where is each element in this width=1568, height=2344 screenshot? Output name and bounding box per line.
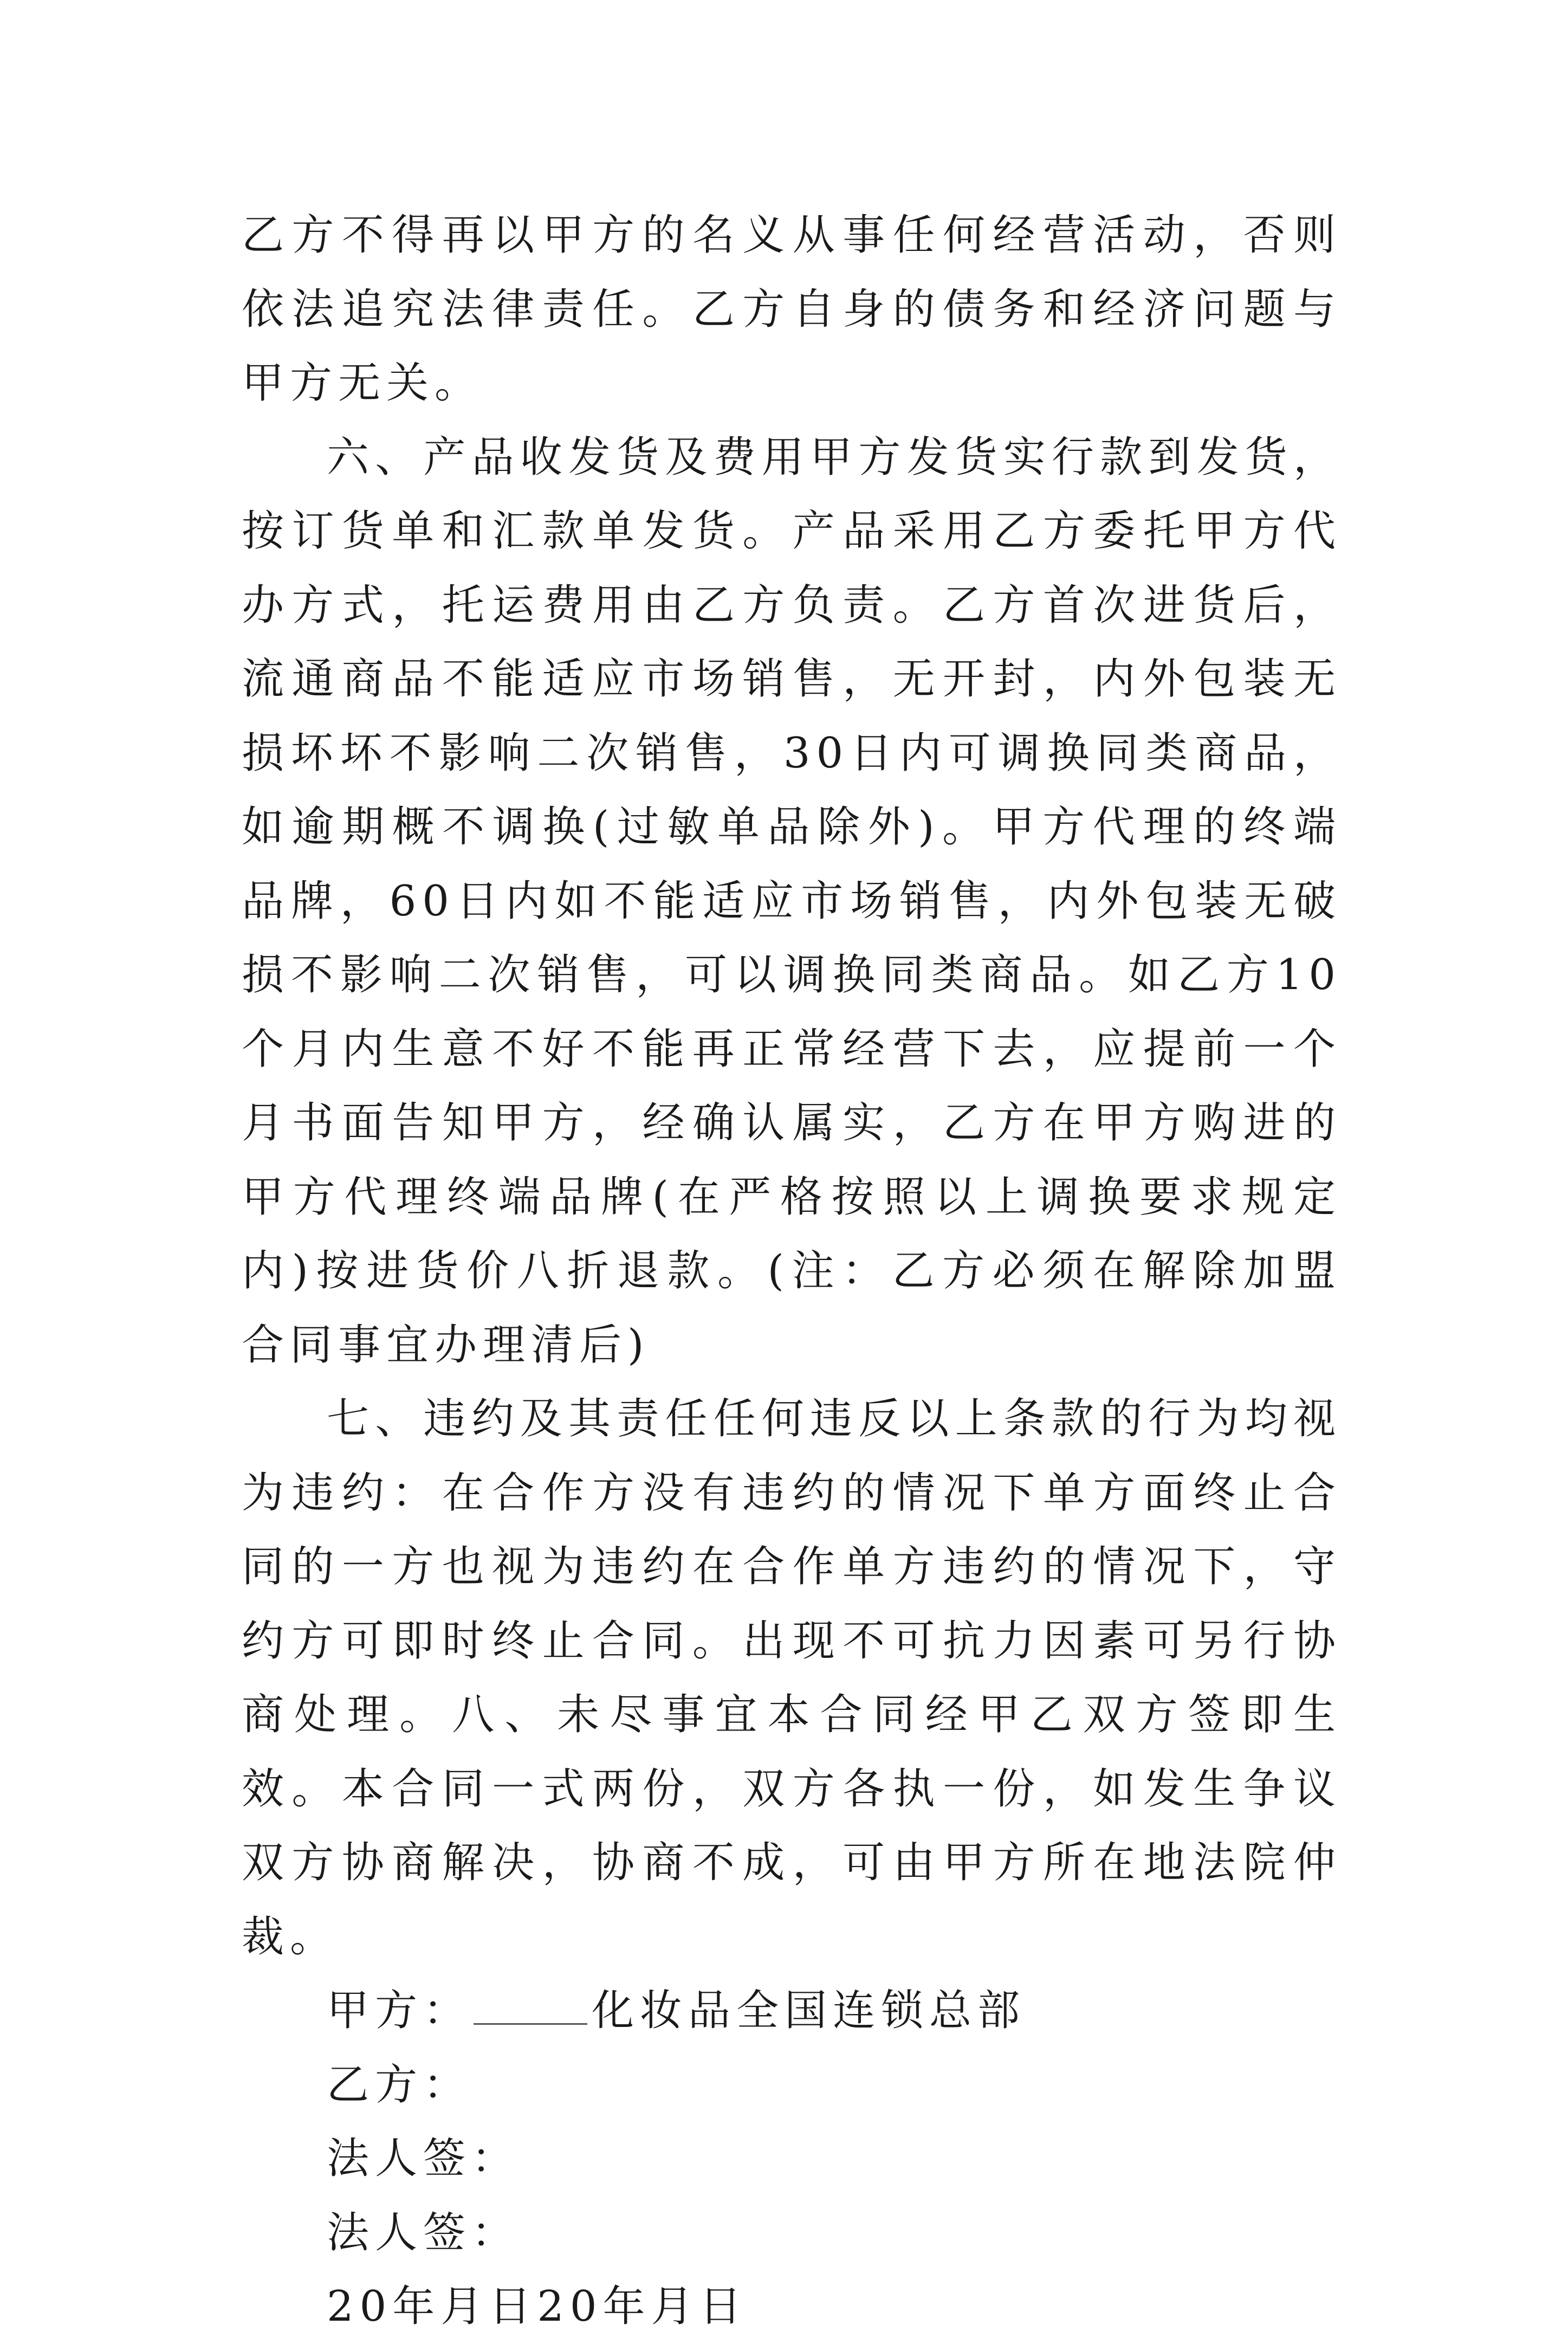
party-a-label: 甲方： (327, 1986, 472, 2035)
legal-sign-line-2 (242, 2196, 1342, 2270)
paragraph-breach-and-misc: 七、违约及其责任任何违反以上条款的行为均视为违约：在合作方没有违约的情况下单方面终止合同的一方也视为违约在合作单方违约的情况下，守约方可即时终止合同。出现不可抗力因素可另行协商处理。八、未尽事宜本合同经甲乙双方签即生效。本合同一式两份，双方各执一份，如发生争议双方协商解决，协商不成，可由甲方所在地法院仲裁。 (242, 1394, 1342, 1961)
legal-sign-label-2: 法人签： (327, 2208, 520, 2257)
party-a-line (242, 1974, 1342, 2048)
legal-sign-line-1 (242, 2122, 1342, 2196)
paragraph-shipping-and-fees: 六、产品收发货及费用甲方发货实行款到发货，按订货单和汇款单发货。产品采用乙方委托甲方代办方式，托运费用由乙方负责。乙方首次进货后，流通商品不能适应市场销售，无开封，内外包装无损坏坏不影响二次销售，30日内可调换同类商品，如逾期概不调换(过敏单品除外)。甲方代理的终端品牌，60日内如不能适应市场销售，内外包装无破损不影响二次销售，可以调换同类商品。如乙方10个月内生意不好不能再正常经营下去，应提前一个月书面告知甲方，经确认属实，乙方在甲方购进的甲方代理终端品牌(在严格按照以上调换要求规定内)按进货价八折退款。(注：乙方必须在解除加盟合同事宜办理清后) (242, 432, 1342, 1370)
party-b-label: 乙方： (327, 2060, 472, 2109)
document-body (242, 198, 1342, 2344)
party-a-blank (474, 1987, 587, 2025)
legal-sign-label-1: 法人签： (327, 2134, 520, 2183)
party-a-name: 化妆品全国连锁总部 (592, 1986, 1026, 2035)
date-line (242, 2270, 1342, 2344)
party-b-line (242, 2048, 1342, 2122)
date-text: 20年月日20年月日 (327, 2282, 748, 2331)
paragraph-liability: 乙方不得再以甲方的名义从事任何经营活动，否则依法追究法律责任。乙方自身的债务和经济问题与甲方无关。 (242, 211, 1342, 408)
